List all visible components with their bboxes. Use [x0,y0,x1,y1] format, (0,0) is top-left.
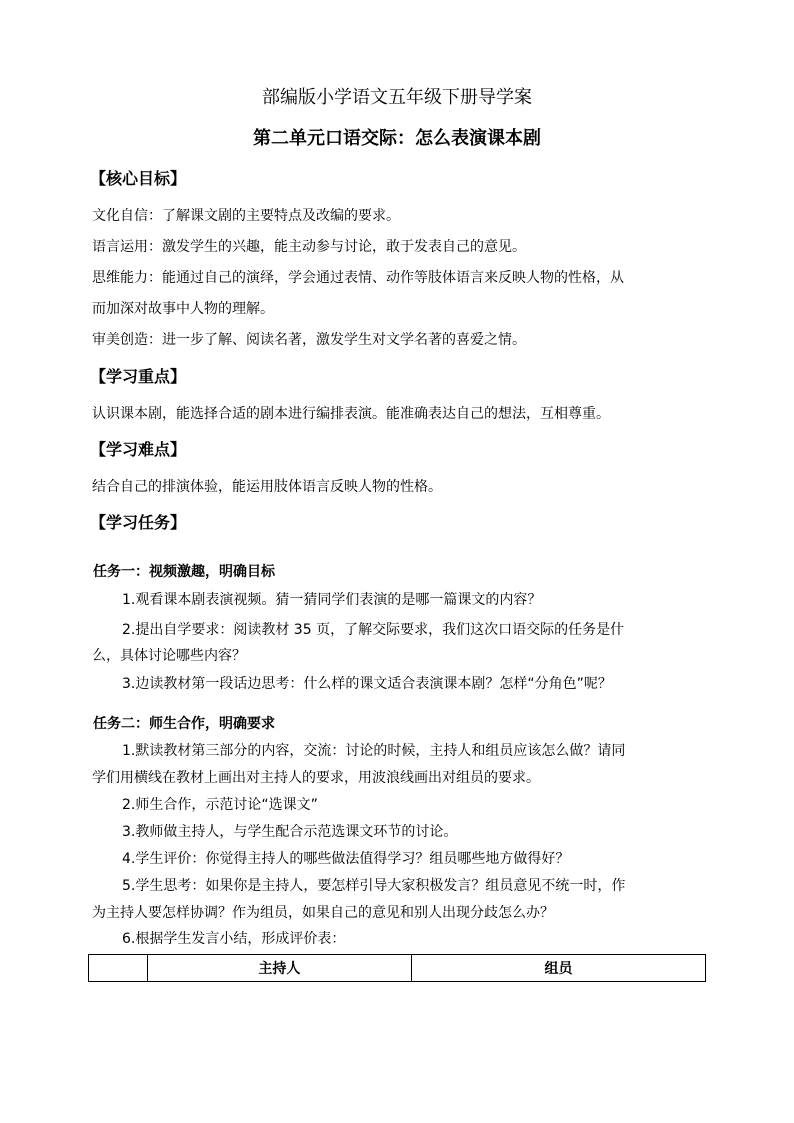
task2-line: 4.学生评价：你觉得主持人的哪些做法值得学习？组员哪些地方做得好？ [122,851,570,867]
evaluation-table [88,954,706,982]
document-title: 部编版小学语文五年级下册导学案 [262,87,532,108]
task2-heading: 任务二：师生合作，明确要求 [93,716,275,732]
goals-heading: 【核心目标】 [90,169,187,188]
task2-line: 6.根据学生发言小结，形成评价表： [122,931,346,947]
task1-line: 3.边读教材第一段话边思考：什么样的课文适合表演课本剧？怎样“分角色”呢？ [122,676,612,692]
task2-line: 5.学生思考：如果你是主持人，要怎样引导大家积极发言？组员意见不统一时，作 [122,878,626,894]
task2-line: 1.默读教材第三部分的内容，交流：讨论的时候，主持人和组员应该怎么做？请同 [122,743,626,759]
task2-line: 2.师生合作，示范讨论“选课文” [122,797,318,813]
difficulty-heading: 【学习难点】 [90,440,187,459]
table-header-blank [89,955,148,982]
focus-heading: 【学习重点】 [90,367,187,386]
table-header-host: 主持人 [147,955,411,982]
goals-line: 审美创造：进一步了解、阅读名著，激发学生对文学名著的喜爱之情。 [92,332,526,348]
table-header-member: 组员 [411,955,705,982]
task2-line: 学们用横线在教材上画出对主持人的要求，用波浪线画出对组员的要求。 [92,770,540,786]
goals-line: 而加深对故事中人物的理解。 [92,301,274,317]
goals-line: 思维能力：能通过自己的演绎，学会通过表情、动作等肢体语言来反映人物的性格，从 [92,270,624,286]
difficulty-line: 结合自己的排演体验，能运用肢体语言反映人物的性格。 [92,479,442,495]
task1-heading: 任务一：视频激趣，明确目标 [93,564,275,580]
table-header-row [89,955,706,982]
task2-line: 为主持人要怎样协调？作为组员，如果自己的意见和别人出现分歧怎么办？ [92,905,554,921]
task2-line: 3.教师做主持人，与学生配合示范选课文环节的讨论。 [122,824,458,840]
task1-line: 1.观看课本剧表演视频。猜一猜同学们表演的是哪一篇课文的内容？ [122,592,542,608]
task1-line: 么，具体讨论哪些内容？ [92,648,246,664]
goals-line: 文化自信：了解课文剧的主要特点及改编的要求。 [92,208,400,224]
focus-line: 认识课本剧，能选择合适的剧本进行编排表演。能准确表达自己的想法，互相尊重。 [92,406,610,422]
goals-line: 语言运用：激发学生的兴趣，能主动参与讨论，敢于发表自己的意见。 [92,239,526,255]
document-subtitle: 第二单元口语交际：怎么表演课本剧 [253,128,541,149]
task1-line: 2.提出自学要求：阅读教材 35 页，了解交际要求，我们这次口语交际的任务是什 [122,622,625,638]
tasks-heading: 【学习任务】 [90,513,187,532]
